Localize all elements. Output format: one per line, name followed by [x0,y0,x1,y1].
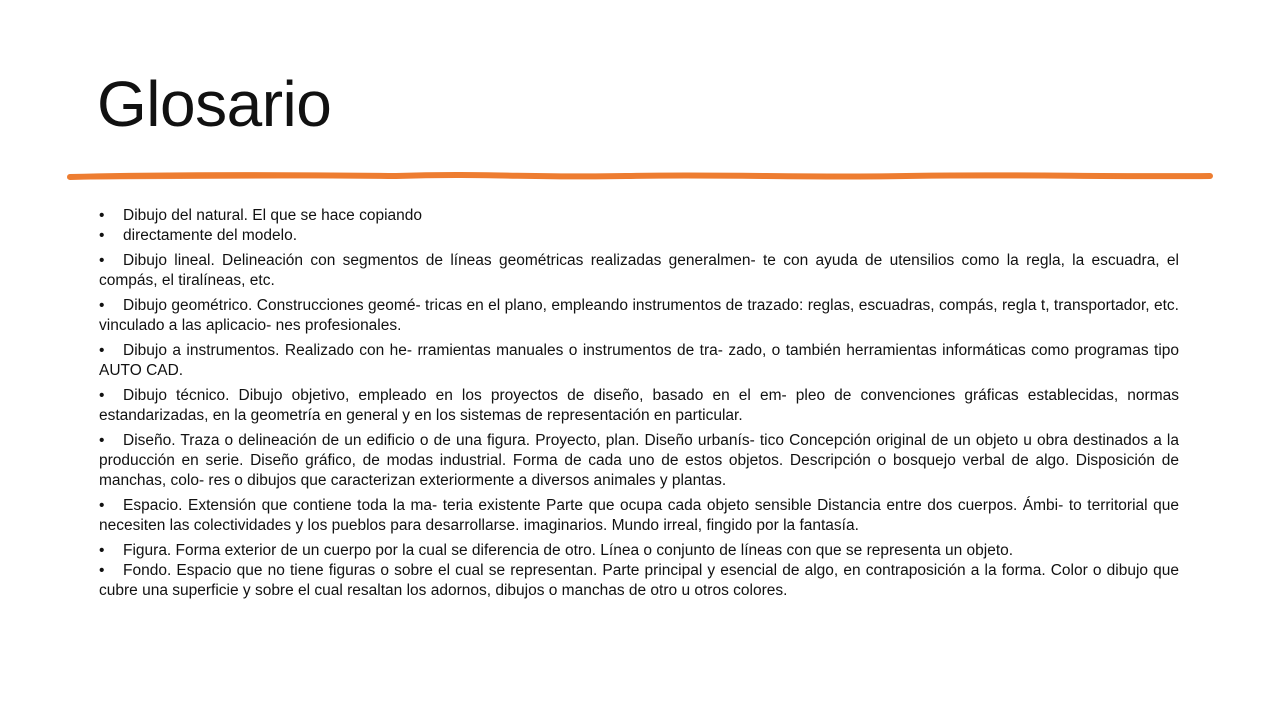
bullet: • [99,227,105,244]
bullet: • [99,432,105,449]
bullet: • [99,342,105,359]
list-item-text: Diseño. Traza o delineación de un edificio o de una figura. Proyecto, plan. Diseño urbanís- tico Concepción original de un objeto u obra destinados a la producción en serie. Diseño gráfico, de modas industrial. Forma de cada uno de estos objetos. Descripción o bosquejo verbal de algo. Disposición de manchas, colo- res o dibujos que caracterizan exteriormente a diversos animales y plantas. [99,432,1179,489]
glossary-list [99,206,1179,606]
list-item-text: Dibujo lineal. Delineación con segmentos de líneas geométricas realizadas generalmen- te con ayuda de utensilios como la regla, la escuadra, el compás, el tiralíneas, etc. [99,252,1179,289]
list-item-text: Dibujo geométrico. Construcciones geomé- tricas en el plano, empleando instrumentos de trazado: reglas, escuadras, compás, regla t, transportador, etc. vinculado a las aplicacio- nes profesionales. [99,297,1179,334]
brush-stroke-divider [66,168,1214,186]
list-item-text: Dibujo del natural. El que se hace copiando [123,207,423,224]
list-item-text: Fondo. Espacio que no tiene figuras o sobre el cual se representan. Parte principal y esencial de algo, en contraposición a la forma. Color o dibujo que cubre una superficie y sobre el cual resaltan los adornos, dibujos o manchas de otro u otros colores. [99,562,1179,599]
list-item-text: Figura. Forma exterior de un cuerpo por la cual se diferencia de otro. Línea o conjunto de líneas con que se representa un objeto. [123,542,1014,559]
list-item [99,431,1179,491]
list-item [99,226,1179,246]
bullet: • [99,497,105,514]
bullet: • [99,252,105,269]
list-item [99,251,1179,291]
list-item [99,296,1179,336]
bullet: • [99,297,105,314]
list-item [99,206,1179,226]
list-item [99,541,1179,561]
list-item [99,561,1179,601]
list-item-text: Espacio. Extensión que contiene toda la ma- teria existente Parte que ocupa cada objeto sensible Distancia entre dos cuerpos. Ámbi- to territorial que necesiten las colectividades y los pueblos para desarrollarse. imaginarios. Mundo irreal, fingido por la fantasía. [99,497,1179,534]
slide-title: Glosario [97,68,332,140]
bullet: • [99,562,105,579]
list-item [99,341,1179,381]
list-item-text: directamente del modelo. [123,227,298,244]
bullet: • [99,542,105,559]
bullet: • [99,387,105,404]
list-item-text: Dibujo a instrumentos. Realizado con he- rramientas manuales o instrumentos de tra- zado, o también herramientas informáticas como programas tipo AUTO CAD. [99,342,1179,379]
bullet: • [99,207,105,224]
list-item [99,386,1179,426]
list-item-text: Dibujo técnico. Dibujo objetivo, empleado en los proyectos de diseño, basado en el em- pleo de convenciones gráficas establecidas, normas estandarizadas, en la geometría en general y en los sistemas de representación en particular. [99,387,1179,424]
list-item [99,496,1179,536]
